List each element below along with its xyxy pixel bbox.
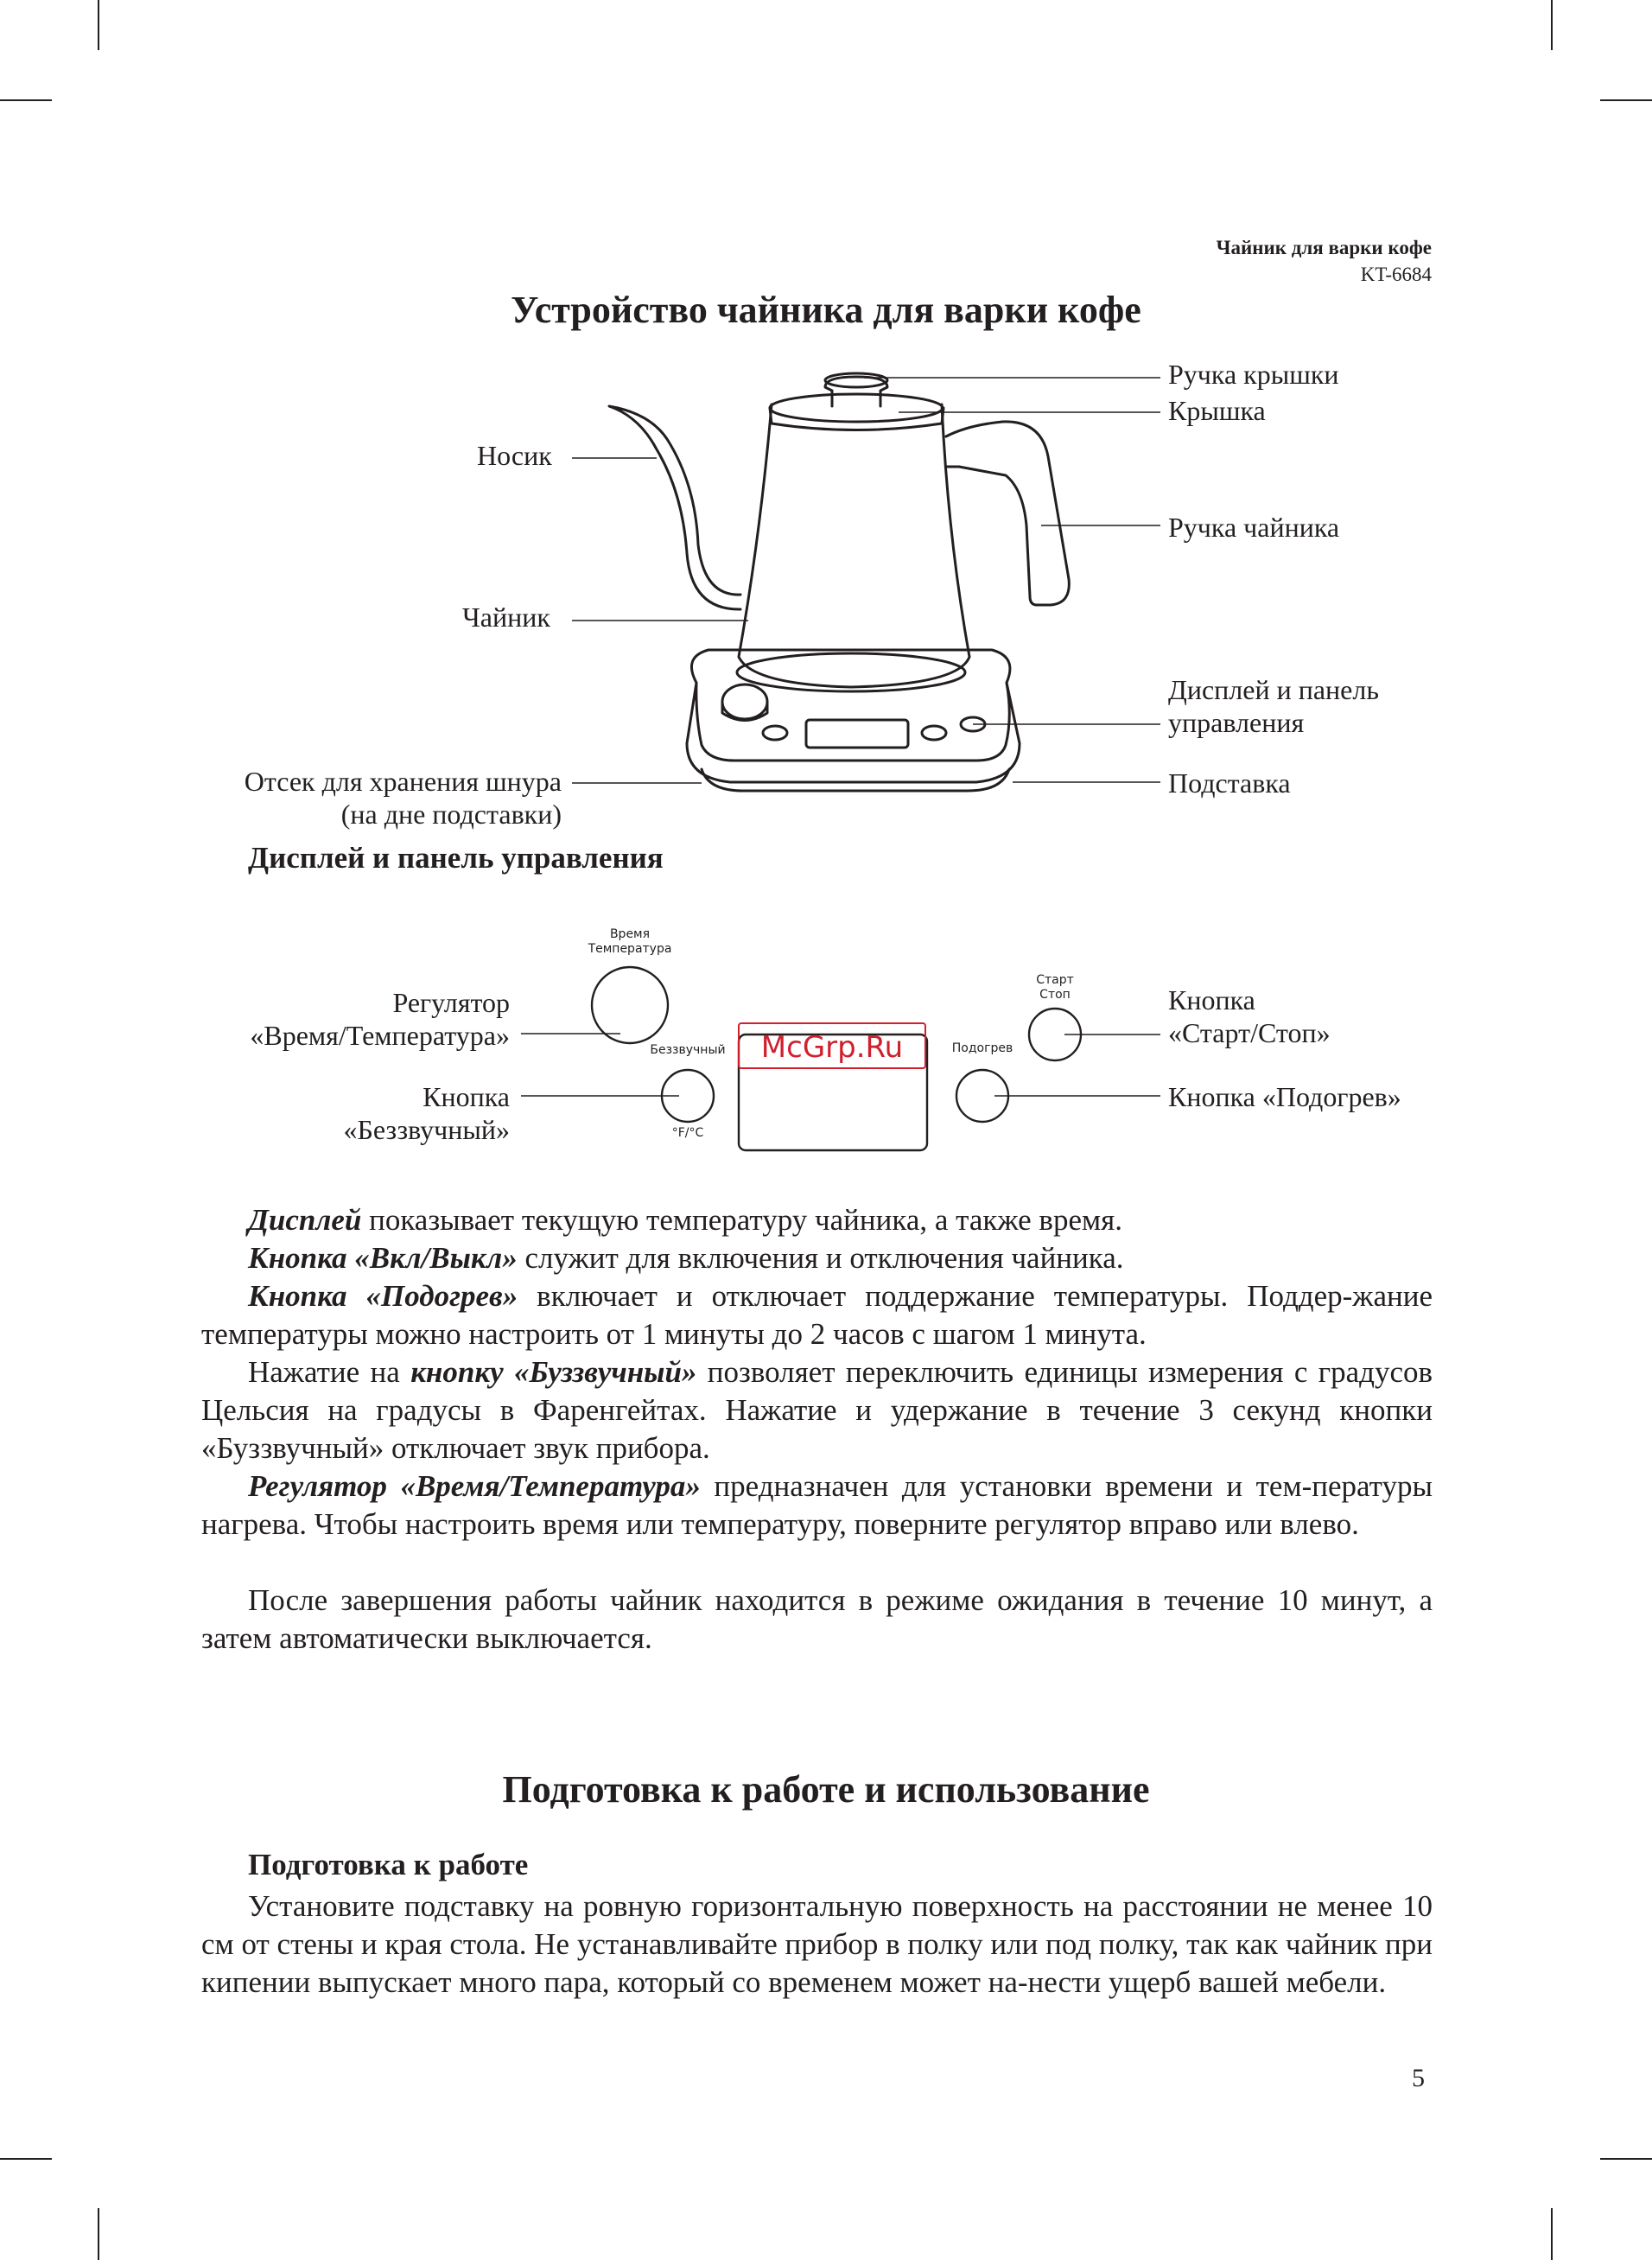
crop-mark xyxy=(1551,2208,1553,2260)
desc-mute: Нажатие на кнопку «Буззвучный» позволяет переключить единицы измерения с градусов Цельсия на градусы в Фаренгейтах. Нажатие и удержание в течение 3 секунд кнопки «Буззвучный» отключает звук прибора. xyxy=(201,1355,1433,1465)
label-kettle: Чайник xyxy=(462,602,550,633)
start-caption xyxy=(1012,973,1098,1003)
desc-display: Дисплей показывает текущую температуру чайника, а также время. xyxy=(248,1203,1122,1237)
label-cord-line2: (на дне подставки) xyxy=(340,799,562,830)
callout-knob-line2: «Время/Температура» xyxy=(250,1020,510,1051)
header-product: Чайник для варки кофе xyxy=(1216,237,1432,258)
mute-caption: Беззвучный xyxy=(650,1043,726,1057)
page-number: 5 xyxy=(1412,2064,1425,2092)
crop-mark xyxy=(1600,2158,1652,2160)
desc-standby: После завершения работы чайник находится в режиме ожидания в течение 10 минут, а затем автоматически выключается. xyxy=(201,1583,1433,1655)
knob-caption-line2: Температура xyxy=(588,942,672,956)
usage-subtitle: Подготовка к работе xyxy=(248,1848,529,1881)
section-title-device: Устройство чайника для варки кофе xyxy=(511,289,1141,331)
header-model: KT-6684 xyxy=(1360,264,1432,285)
label-lid-handle: Ручка крышки xyxy=(1168,359,1339,390)
label-display-panel-line2: управления xyxy=(1168,707,1305,738)
keepwarm-caption: Подогрев xyxy=(951,1041,1013,1055)
label-cord-line1: Отсек для хранения шнура xyxy=(244,766,562,797)
unit-caption: °F/°C xyxy=(671,1126,704,1140)
callout-mute-line1: Кнопка xyxy=(423,1081,510,1112)
knob-caption xyxy=(587,927,673,957)
knob-caption-line1: Время xyxy=(609,927,651,941)
label-lid: Крышка xyxy=(1168,395,1266,426)
callout-start-line1: Кнопка xyxy=(1168,984,1255,1015)
crop-mark xyxy=(0,2158,52,2160)
label-kettle-handle: Ручка чайника xyxy=(1168,512,1340,543)
watermark: McGrp.Ru xyxy=(738,1022,926,1069)
desc-keepwarm: Кнопка «Подогрев» включает и отключает поддержание температуры. Поддер-жание температуры можно настроить от 1 минуты до 2 часов с шагом 1 минута. xyxy=(201,1279,1433,1351)
time-temp-knob xyxy=(592,967,668,1043)
panel-title: Дисплей и панель управления xyxy=(248,841,664,875)
callout-mute xyxy=(344,1080,511,1146)
callout-knob xyxy=(250,986,510,1052)
label-display-panel-line1: Дисплей и панель xyxy=(1168,674,1379,705)
callout-start-line2: «Старт/Стоп» xyxy=(1168,1017,1331,1048)
desc-knob: Регулятор «Время/Температура» предназначен для установки времени и тем-пературы нагрева. Чтобы настроить время или температуру, поверните регулятор вправо или влево. xyxy=(201,1469,1433,1541)
callout-knob-line1: Регулятор xyxy=(392,987,510,1018)
callout-start xyxy=(1168,984,1331,1049)
usage-paragraph: Установите подставку на ровную горизонтальную поверхность на расстоянии не менее 10 см от стены и края стола. Не устанавливайте прибор в полку или под полку, так как чайник при кипении выпускает много пара, который со временем может на-нести ущерб вашей мебели. xyxy=(201,1889,1433,1999)
crop-mark xyxy=(98,2208,99,2260)
section-title-usage: Подготовка к работе и использование xyxy=(502,1768,1150,1811)
callout-keepwarm: Кнопка «Подогрев» xyxy=(1168,1081,1401,1112)
start-caption-line2: Стоп xyxy=(1039,988,1071,1002)
label-stand: Подставка xyxy=(1168,767,1291,799)
desc-onoff: Кнопка «Вкл/Выкл» служит для включения и отключения чайника. xyxy=(248,1241,1124,1275)
start-caption-line1: Старт xyxy=(1036,973,1074,987)
callout-mute-line2: «Беззвучный» xyxy=(343,1114,510,1145)
label-spout: Носик xyxy=(477,440,552,471)
